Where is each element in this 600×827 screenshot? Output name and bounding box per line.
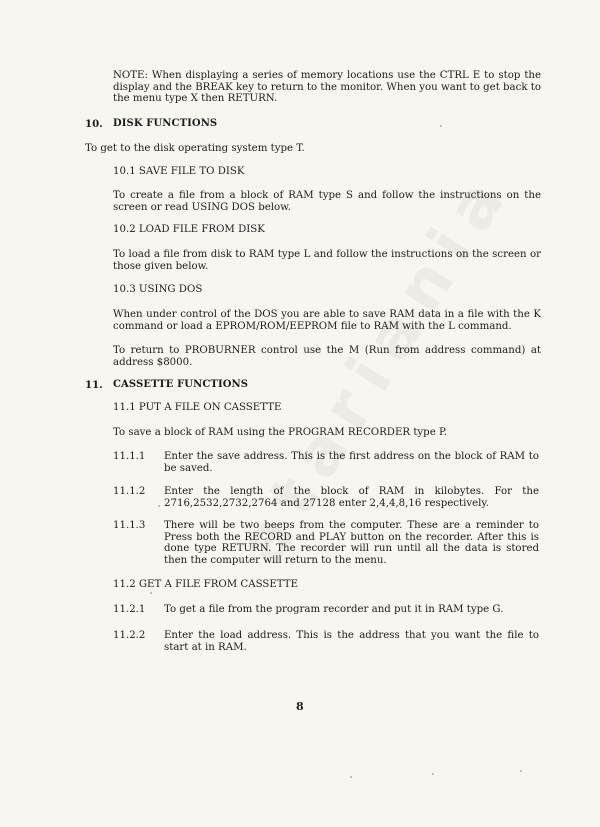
- section-11-number: 11.: [85, 379, 103, 391]
- step-number: 11.2.1: [113, 604, 146, 615]
- step-text: There will be two beeps from the computer. These are a reminder to Press both the RECORD and PLAY button on the recorder. After this is done type RETURN. The recorder will run until all the data is stored then the computer will return to the menu.: [164, 520, 539, 566]
- step-number: 11.2.2: [113, 630, 146, 641]
- scan-speck: [440, 125, 442, 127]
- step-number: 11.1.2: [113, 486, 146, 497]
- section-10-number: 10.: [85, 118, 103, 130]
- step-text: Enter the save address. This is the first address on the block of RAM to be saved.: [164, 451, 539, 474]
- paragraph-10-2: To load a file from disk to RAM type L and follow the instructions on the screen or those given below.: [113, 249, 541, 272]
- scan-speck: [150, 592, 152, 594]
- scan-speck: [520, 770, 522, 772]
- paragraph-10-1: To create a file from a block of RAM type S and follow the instructions on the screen or read USING DOS below.: [113, 190, 541, 213]
- step-number: 11.1.1: [113, 451, 146, 462]
- section-10-intro: To get to the disk operating system type T.: [85, 143, 305, 154]
- heading-11-2: 11.2 GET A FILE FROM CASSETTE: [113, 579, 299, 590]
- heading-10-1: 10.1 SAVE FILE TO DISK: [113, 166, 245, 177]
- heading-10-3: 10.3 USING DOS: [113, 284, 203, 295]
- scan-speck: [432, 773, 434, 775]
- note-paragraph: NOTE: When displaying a series of memory locations use the CTRL E to stop the display and the BREAK key to return to the monitor. When you want to get back to the menu type X then RETURN.: [113, 70, 541, 105]
- heading-10-2: 10.2 LOAD FILE FROM DISK: [113, 224, 265, 235]
- step-text: Enter the load address. This is the address that you want the file to start at in RAM.: [164, 630, 539, 653]
- paragraph-10-3b: To return to PROBURNER control use the M (Run from address command) at address $8000.: [113, 345, 541, 368]
- scan-speck: [158, 505, 160, 507]
- heading-11-1: 11.1 PUT A FILE ON CASSETTE: [113, 402, 282, 413]
- section-10-title: DISK FUNCTIONS: [113, 118, 218, 129]
- step-number: 11.1.3: [113, 520, 146, 531]
- page-number: 8: [296, 700, 304, 713]
- section-11-title: CASSETTE FUNCTIONS: [113, 379, 249, 390]
- step-text: To get a file from the program recorder and put it in RAM type G.: [164, 604, 504, 615]
- paragraph-10-3a: When under control of the DOS you are able to save RAM data in a file with the K command or load a EPROM/ROM/EEPROM file to RAM with the L command.: [113, 309, 541, 332]
- scan-speck: [350, 776, 352, 778]
- step-text: Enter the length of the block of RAM in kilobytes. For the 2716,2532,2732,2764 and 27128 enter 2,4,4,8,16 respectively.: [164, 486, 539, 509]
- paragraph-11-1: To save a block of RAM using the PROGRAM RECORDER type P.: [113, 427, 447, 438]
